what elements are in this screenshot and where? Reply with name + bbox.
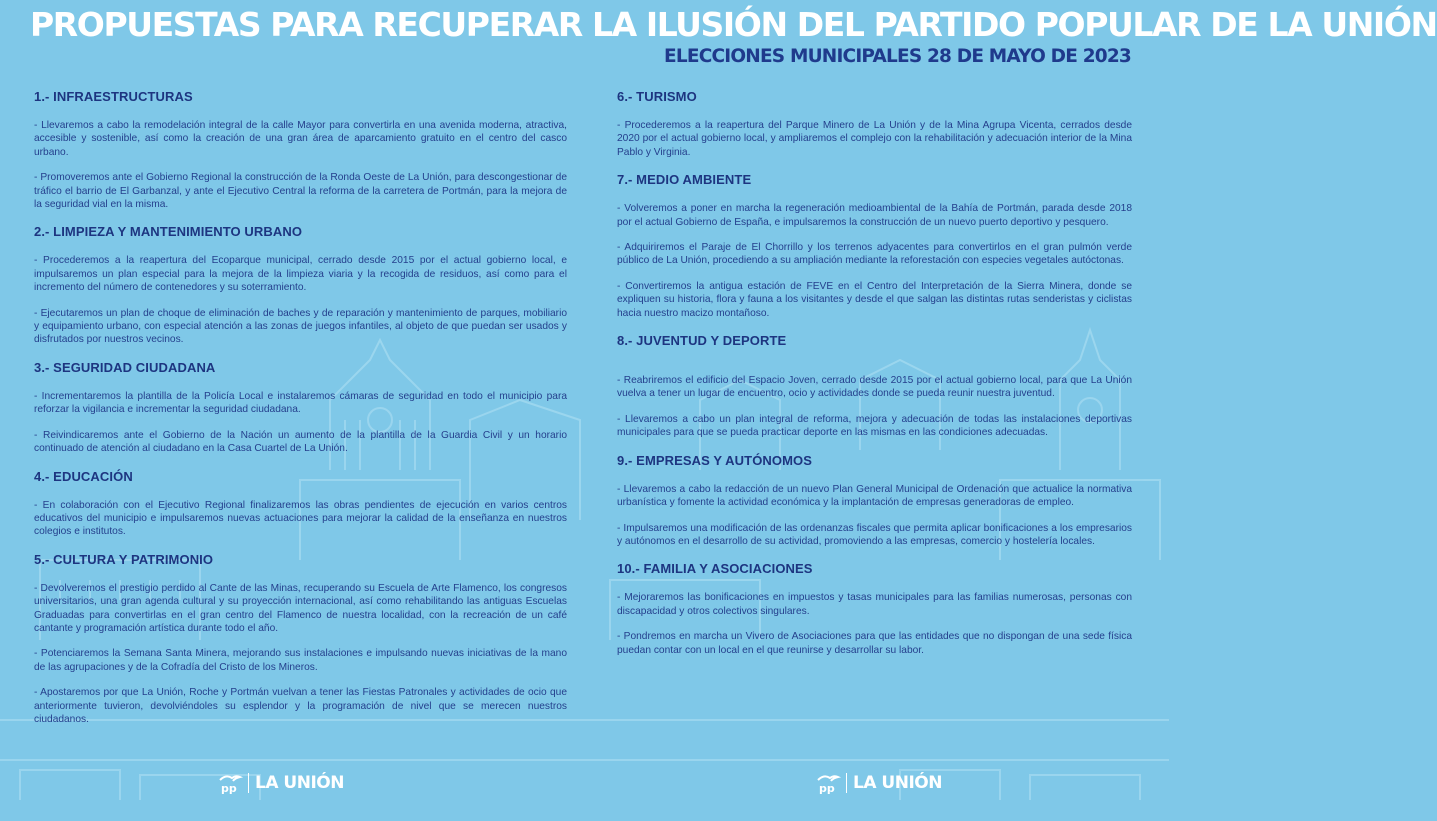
proposal-text: - Ejecutaremos un plan de choque de eliminación de baches y de reparación y mantenimiento de parques, mobiliario y equipamiento urbano, con especial atención a las zonas de juegos infantiles, al objeto de que puedan ser usados y disfrutados por nuestros vecinos. (34, 307, 567, 346)
section-familia (617, 560, 1132, 657)
section-educacion (34, 468, 567, 539)
proposal-text: - Apostaremos por que La Unión, Roche y Portmán vuelvan a tener las Fiestas Patronales y actividades de ocio que anteriormente tuvieron, devolviéndoles su esplendor y la programación de nivel que se merecen nuestros ciudadanos. (34, 687, 567, 725)
pp-mark-text: pp (819, 782, 835, 795)
proposal-text: - Incrementaremos la plantilla de la Policía Local e instalaremos cámaras de seguridad en todo el municipio para reforzar la vigilancia e incrementar la seguridad ciudadana. (34, 390, 567, 416)
section-limpieza (34, 223, 567, 346)
logo-text: LA UNIÓN (255, 773, 344, 793)
proposal-text: - Adquiriremos el Paraje de El Chorrillo y los terrenos adyacentes para convertirlos en el gran pulmón verde público de La Unión, procediendo a su ampliación mediante la reforestación con especies vegetales autóctonas. (617, 242, 1132, 267)
section-heading: 2.- LIMPIEZA Y MANTENIMIENTO URBANO (34, 224, 303, 240)
proposal-text: - Llevaremos a cabo un plan integral de reforma, mejora y adecuación de todas las instalaciones deportivas municipales para que se pueda practicar deporte en las mismas en las condiciones adecuadas. (617, 413, 1132, 439)
proposal-text: - Devolveremos el prestigio perdido al Cante de las Minas, recuperando su Escuela de Arte Flamenco, los congresos universitarios, una gran agenda cultural y su proyección internacional, así como rehabilitando las antiguas Escuelas Graduadas para convertirlas en el gran centro del Flamenco de nuestra localidad, con la recreación de un café cantante y programación artística durante todo el año. (34, 582, 567, 634)
section-infraestructuras (34, 88, 567, 211)
pp-la-union-logo (218, 772, 344, 794)
left-column (34, 88, 567, 738)
proposal-text: - Volveremos a poner en marcha la regeneración medioambiental de la Bahía de Portmán, parada desde 2018 por el actual Gobierno de España, e impulsaremos la construcción de un nuevo puerto deportivo y pesquero. (617, 203, 1132, 228)
proposal-text: - Llevaremos a cabo la redacción de un nuevo Plan General Municipal de Ordenación que actualice la normativa urbanística y fomente la actividad económica y la implantación de empresas generadoras de empleo. (617, 483, 1132, 509)
proposal-text: - En colaboración con el Ejecutivo Regional finalizaremos las obras pendientes de ejecución en varios centros educativos del municipio e impulsaremos nuevas actuaciones para mejorar la calidad de la enseñanza en nuestros colegios e institutos. (34, 499, 567, 538)
section-cultura (34, 551, 567, 727)
proposal-text: - Potenciaremos la Semana Santa Minera, mejorando sus instalaciones e impulsando nuevas iniciativas de la mano de las agrupaciones y de la Cofradía del Cristo de los Mineros. (34, 648, 567, 673)
section-heading: 10.- FAMILIA Y ASOCIACIONES (617, 561, 813, 577)
proposal-text: - Llevaremos a cabo la remodelación integral de la calle Mayor para convertirla en una avenida moderna, atractiva, accesible y sostenible, así como la creación de una gran área de aparcamiento gratuito en el centro del casco urbano. (34, 120, 567, 158)
page-title: PROPUESTAS PARA RECUPERAR LA ILUSIÓN DEL PARTIDO POPULAR DE LA UNIÓN (30, 5, 1437, 44)
section-seguridad (34, 359, 567, 456)
section-medio-ambiente (617, 171, 1132, 320)
proposal-text: - Promoveremos ante el Gobierno Regional la construcción de la Ronda Oeste de La Unión, para descongestionar de tráfico el barrio de El Garbanzal, y ante el Ejecutivo Central la reforma de la carretera de Portmán, para la mejora de la seguridad vial en la misma. (34, 172, 567, 211)
section-heading: 1.- INFRAESTRUCTURAS (34, 89, 193, 104)
proposal-text: - Reivindicaremos ante el Gobierno de la Nación un aumento de la plantilla de la Guardia Civil y un horario continuado de atención al ciudadano en la Casa Cuartel de La Unión. (34, 429, 567, 455)
pp-gull-icon (816, 772, 840, 794)
proposal-text: - Impulsaremos una modificación de las ordenanzas fiscales que permita aplicar bonificaciones a los empresarios y autónomos en el desarrollo de su actividad, promoviendo a las empresas, comercio y hostelería locales. (617, 522, 1132, 547)
proposal-text: - Pondremos en marcha un Vivero de Asociaciones para que las entidades que no dispongan de una sede física puedan contar con un local en el que reunirse y desarrollar su labor. (617, 631, 1132, 656)
pp-mark-text: pp (221, 782, 237, 795)
section-heading: 5.- CULTURA Y PATRIMONIO (34, 551, 214, 567)
proposal-text: - Procederemos a la reapertura del Ecoparque municipal, cerrado desde 2015 por el actual gobierno local, e impulsaremos un plan especial para la mejora de la limpieza viaria y la recogida de residuos, así como para el incremento del número de contenedores y su soterramiento. (34, 255, 567, 294)
section-heading: 3.- SEGURIDAD CIUDADANA (34, 359, 216, 375)
section-heading: 8.- JUVENTUD Y DEPORTE (617, 333, 787, 349)
section-turismo (617, 88, 1132, 159)
pp-la-union-logo (816, 772, 942, 794)
section-heading: 6.- TURISMO (617, 89, 697, 104)
proposal-text: - Convertiremos la antigua estación de FEVE en el Centro del Interpretación de la Sierra Minera, donde se expliquen su historia, flora y fauna a los visitantes y desde el que salgan las distintas rutas senderistas y ciclistas hacia nuestro macizo montañoso. (617, 280, 1132, 319)
proposal-text: - Mejoraremos las bonificaciones en impuestos y tasas municipales para las familias numerosas, personas con discapacidad y otros colectivos singulares. (617, 592, 1132, 617)
section-heading: 9.- EMPRESAS Y AUTÓNOMOS (617, 452, 813, 468)
pp-gull-icon (218, 772, 242, 794)
logo-text: LA UNIÓN (853, 773, 942, 793)
proposal-text: - Procederemos a la reapertura del Parque Minero de La Unión y de la Mina Agrupa Vicenta, cerrados desde 2020 por el actual gobierno local, y ampliaremos el complejo con la rehabilitación y adecuación interior de la Mina Pablo y Virginia. (617, 120, 1132, 158)
section-juventud (617, 332, 1132, 440)
proposal-text: - Reabriremos el edificio del Espacio Joven, cerrado desde 2015 por el actual gobierno local, para que La Unión vuelva a tener un lugar de encuentro, ocio y actividades donde se pueda reunir nuestra juventud. (617, 375, 1132, 400)
logo-divider (846, 773, 847, 793)
logo-divider (248, 773, 249, 793)
right-column (617, 88, 1132, 669)
section-heading: 4.- EDUCACIÓN (34, 468, 133, 484)
election-subtitle: ELECCIONES MUNICIPALES 28 DE MAYO DE 2023 (664, 46, 1131, 67)
section-heading: 7.- MEDIO AMBIENTE (617, 172, 752, 188)
section-empresas (617, 452, 1132, 549)
